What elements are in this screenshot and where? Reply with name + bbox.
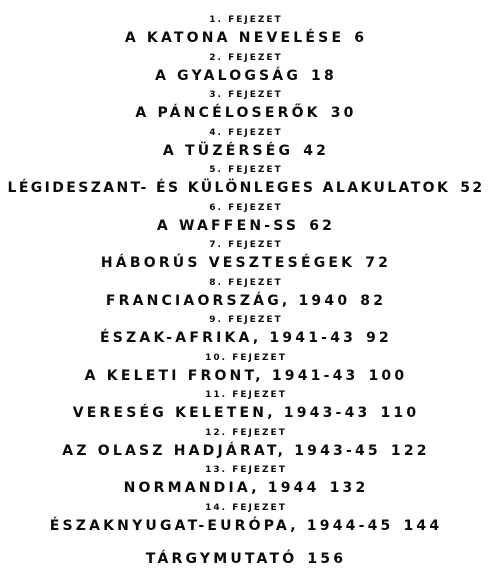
toc-entry-14	[0, 502, 492, 540]
chapter-label: 2. FEJEZET	[209, 52, 283, 63]
chapter-label: 4. FEJEZET	[209, 127, 283, 138]
chapter-title-text: ÉSZAKNYUGAT-EURÓPA, 1944-45	[49, 517, 394, 534]
chapter-label: 10. FEJEZET	[205, 352, 287, 363]
chapter-page-number: 42	[303, 142, 330, 159]
chapter-label: 6. FEJEZET	[209, 202, 283, 213]
chapter-title	[0, 514, 492, 540]
chapter-page-number: 18	[311, 67, 337, 84]
chapter-title-text: VERESÉG KELETEN, 1943-43	[72, 405, 371, 421]
chapter-page-number: 72	[365, 255, 392, 271]
chapter-title	[0, 214, 492, 240]
chapter-title	[0, 439, 492, 465]
chapter-page-number: 82	[360, 292, 387, 309]
chapter-page-number: 62	[309, 217, 336, 234]
table-of-contents	[0, 14, 492, 539]
chapter-title-text: A KELETI FRONT, 1941-43	[84, 367, 359, 384]
toc-entry-2	[0, 52, 492, 90]
toc-entry-1	[0, 14, 492, 52]
toc-entry-6	[0, 202, 492, 240]
chapter-title	[0, 101, 492, 127]
chapter-label: 12. FEJEZET	[205, 427, 287, 438]
chapter-title-text: A TÜZÉRSÉG	[162, 142, 294, 159]
chapter-title-text: AZ OLASZ HADJÁRAT, 1943-45	[62, 442, 381, 459]
chapter-page-number: 132	[329, 480, 369, 496]
chapter-title-text: ÉSZAK-AFRIKA, 1941-43	[100, 330, 357, 346]
index-page-number: 156	[307, 551, 347, 567]
chapter-title	[0, 326, 492, 352]
toc-entry-11	[0, 389, 492, 427]
chapter-title-text: HÁBORÚS VESZTESÉGEK	[100, 255, 356, 271]
chapter-title-text: FRANCIAORSZÁG, 1940	[105, 292, 351, 309]
toc-entry-5	[0, 164, 492, 202]
chapter-label: 11. FEJEZET	[205, 390, 287, 400]
chapter-page-number: 30	[330, 105, 357, 121]
toc-entry-10	[0, 352, 492, 390]
chapter-page-number: 110	[380, 405, 420, 421]
chapter-title	[0, 476, 492, 502]
toc-entry-13	[0, 464, 492, 502]
chapter-title	[0, 401, 492, 427]
chapter-title-text: A WAFFEN-SS	[156, 217, 300, 234]
chapter-page-number: 52	[460, 180, 485, 196]
chapter-title	[0, 26, 492, 52]
chapter-title-text: LÉGIDESZANT- ÉS KÜLÖNLEGES ALAKULATOK	[7, 180, 451, 196]
chapter-title	[0, 139, 492, 165]
chapter-label: 1. FEJEZET	[209, 15, 283, 25]
chapter-title	[0, 176, 492, 202]
index-title: TÁRGYMUTATÓ	[145, 551, 298, 567]
chapter-title	[0, 251, 492, 277]
chapter-page-number: 144	[403, 517, 443, 534]
chapter-label: 14. FEJEZET	[205, 502, 287, 513]
chapter-page-number: 92	[366, 330, 392, 346]
toc-entry-9	[0, 314, 492, 352]
toc-entry-7	[0, 239, 492, 277]
chapter-label: 8. FEJEZET	[209, 277, 283, 288]
chapter-label: 7. FEJEZET	[209, 240, 283, 250]
chapter-title-text: A KATONA NEVELÉSE	[124, 30, 345, 46]
toc-entry-12	[0, 427, 492, 465]
chapter-label: 5. FEJEZET	[209, 165, 283, 175]
toc-entry-index	[0, 549, 492, 569]
chapter-page-number: 122	[390, 442, 430, 459]
chapter-page-number: 6	[354, 30, 368, 46]
chapter-label: 3. FEJEZET	[209, 90, 283, 100]
chapter-title	[0, 289, 492, 315]
chapter-title-text: A PÁNCÉLOSERŐK	[135, 105, 321, 121]
toc-entry-4	[0, 127, 492, 165]
chapter-label: 13. FEJEZET	[205, 465, 287, 475]
toc-entry-3	[0, 89, 492, 127]
chapter-title	[0, 64, 492, 90]
toc-entry-8	[0, 277, 492, 315]
chapter-label: 9. FEJEZET	[209, 315, 283, 325]
chapter-title	[0, 364, 492, 390]
chapter-title-text: NORMANDIA, 1944	[123, 480, 320, 496]
chapter-page-number: 100	[368, 367, 408, 384]
chapter-title-text: A GYALOGSÁG	[155, 67, 302, 84]
